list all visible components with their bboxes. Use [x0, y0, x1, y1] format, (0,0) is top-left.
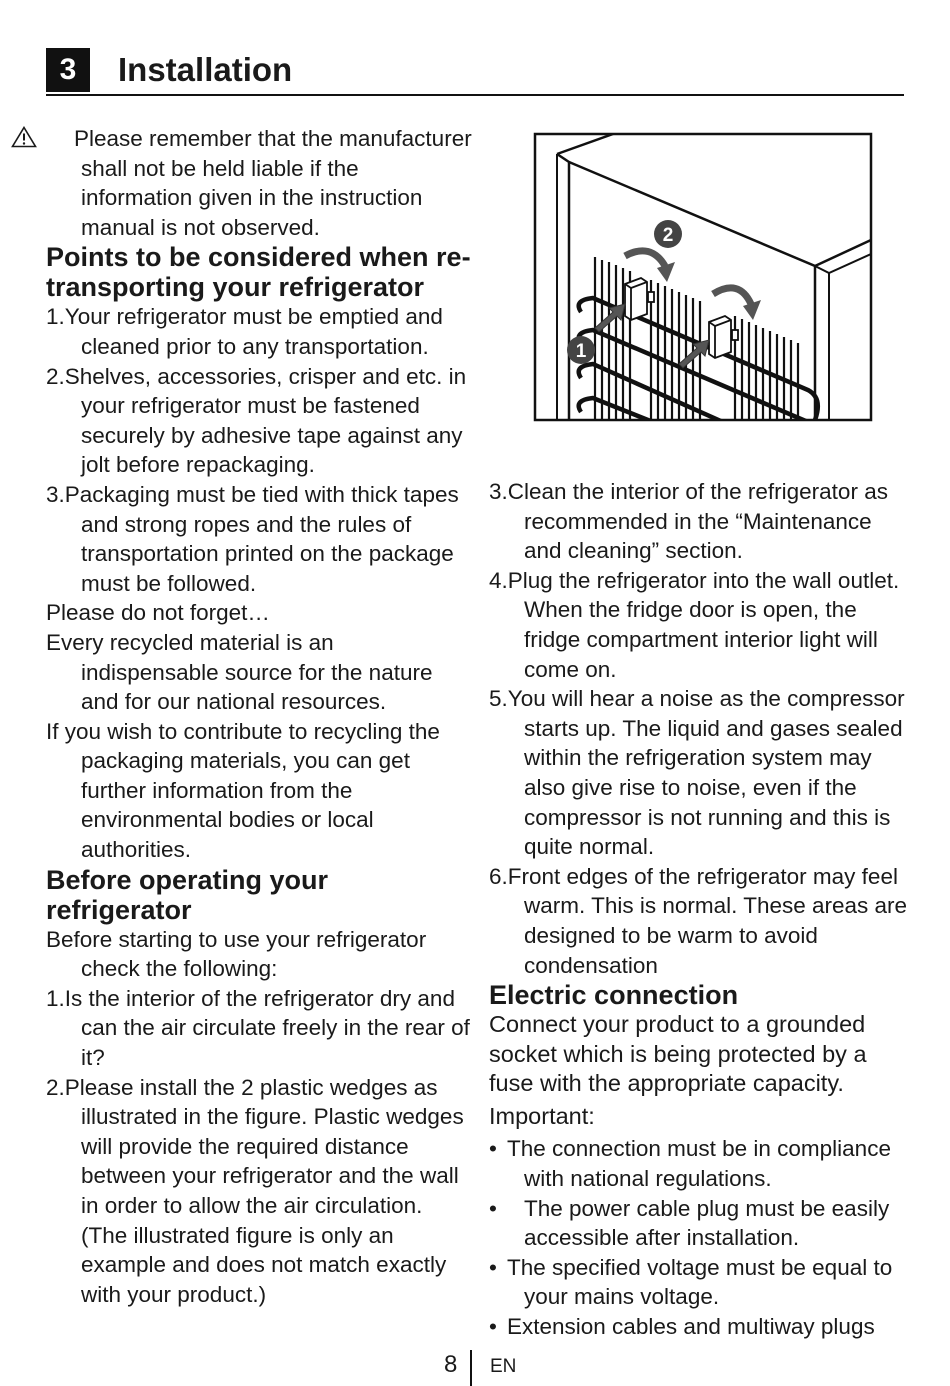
transport-heading: Points to be considered when re-transporting your refrigerator — [46, 242, 471, 303]
page-title: Installation — [118, 51, 293, 88]
recycle-paragraph-1: Every recycled material is an indispensable source for the nature and for our national resources. — [46, 629, 433, 715]
electric-connection-body: Connect your product to a grounded socket which is being protected by a fuse with the appropriate capacity. — [489, 1011, 867, 1097]
before-operating-heading: Before operating your refrigerator — [46, 864, 329, 925]
electric-bullet-1 — [489, 1134, 909, 1193]
callout-1-label: 1 — [575, 341, 587, 362]
before-item-6: 6.Front edges of the refrigerator may feel warm. This is normal. These areas are designed to be warm to avoid condensation — [489, 863, 908, 978]
electric-bullet-3 — [489, 1253, 909, 1312]
transport-item-3: 3.Packaging must be tied with thick tapes and strong ropes and the rules of transportation printed on the package must be followed. — [46, 481, 459, 596]
warning-triangle-icon — [46, 126, 72, 148]
wedge-installation-illustration — [533, 132, 873, 422]
electric-bullet-4 — [489, 1312, 909, 1342]
right-column — [489, 477, 909, 1342]
before-intro: Before starting to use your refrigerator check the following: — [46, 926, 427, 982]
bullet-dot: • — [489, 1136, 497, 1162]
bullet-dot: • — [489, 1195, 497, 1221]
page-footer — [0, 1350, 950, 1386]
left-column — [46, 124, 474, 1309]
warning-text: Please remember that the manufacturer shall not be held liable if the information given in the instruction manual is not observed. — [74, 126, 472, 240]
callout-1-badge — [567, 336, 595, 364]
reminder-text: Please do not forget… — [46, 600, 270, 626]
electric-bullet-3-text: The specified voltage must be equal to your mains voltage. — [507, 1254, 893, 1310]
fridge-rear-drawing — [533, 132, 873, 422]
electric-bullet-2-text: The power cable plug must be easily accessible after installation. — [524, 1195, 890, 1251]
electric-bullet-4-text: Extension cables and multiway plugs — [507, 1314, 875, 1340]
callout-2-label: 2 — [662, 225, 674, 246]
bullet-dot: • — [489, 1254, 497, 1280]
before-item-2: 2.Please install the 2 plastic wedges as illustrated in the figure. Plastic wedges will provide the required distance between your refrigerator and the wall in order to allow the air circulation. (The illustrated figure is only an example and does not match exactly with your product.) — [46, 1074, 464, 1307]
electric-bullet-2 — [489, 1194, 909, 1253]
transport-item-2: 2.Shelves, accessories, crisper and etc. in your refrigerator must be fastened securely by adhesive tape against any jolt before repackaging. — [46, 363, 467, 478]
callout-2-badge — [654, 220, 682, 248]
section-header — [46, 48, 904, 96]
recycle-paragraph-2: If you wish to contribute to recycling the packaging materials, you can get further information from the environmental bodies or local authorities. — [46, 718, 440, 863]
bullet-dot: • — [489, 1314, 497, 1340]
page-number: 8 — [444, 1351, 458, 1378]
before-item-1: 1.Is the interior of the refrigerator dry and can the air circulate freely in the rear of it? — [46, 985, 470, 1071]
electric-connection-heading: Electric connection — [489, 980, 739, 1011]
before-item-5: 5.You will hear a noise as the compressor starts up. The liquid and gases sealed within the refrigeration system may also give rise to noise, even if the compressor is not running and this is quite normal. — [489, 686, 905, 860]
language-code: EN — [490, 1356, 517, 1377]
before-item-4: 4.Plug the refrigerator into the wall outlet. When the fridge door is open, the fridge compartment interior light will come on. — [489, 567, 900, 682]
section-number-badge: 3 — [46, 48, 90, 92]
footer-divider — [470, 1350, 472, 1386]
electric-bullet-1-text: The connection must be in compliance with national regulations. — [507, 1136, 891, 1192]
transport-item-1: 1.Your refrigerator must be emptied and cleaned prior to any transportation. — [46, 304, 443, 359]
before-item-3: 3.Clean the interior of the refrigerator as recommended in the “Maintenance and cleaning” section. — [489, 479, 888, 564]
warning-paragraph — [46, 124, 474, 242]
important-label: Important: — [489, 1102, 595, 1129]
